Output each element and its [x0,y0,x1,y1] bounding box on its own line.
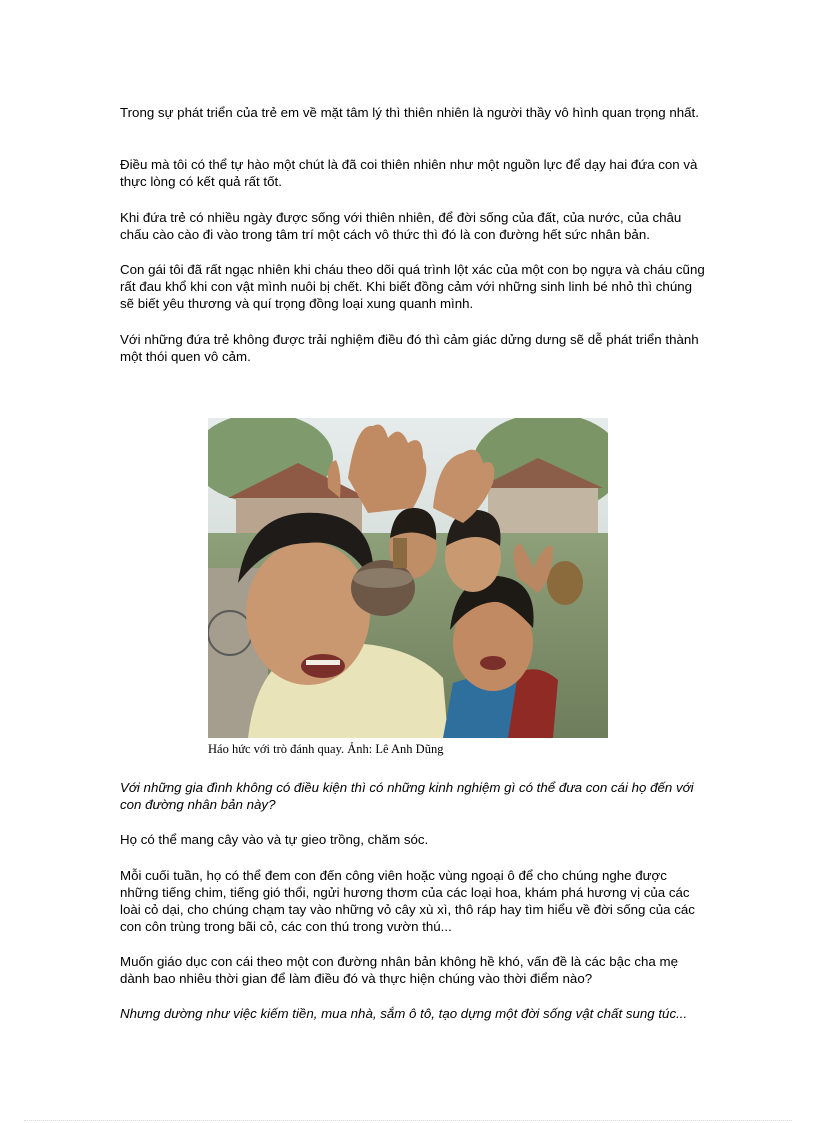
paragraph-3: Khi đứa trẻ có nhiều ngày được sống với thiên nhiên, để đời sống của đất, của nước, của châu chấu cào cào đi vào trong tâm trí một cách vô thức thì đó là con đường hết sức nhân bản. [120,210,682,242]
page-bottom-rule [24,1120,792,1121]
paragraph-question: Với những gia đình không có điều kiện thì có những kinh nghiệm gì có thể đưa con cái họ đến với con đường nhân bản này? [120,780,694,812]
paragraph-2: Điều mà tôi có thể tự hào một chút là đã coi thiên nhiên như một nguồn lực để dạy hai đứa con và thực lòng có kết quả rất tốt. [120,157,698,189]
paragraph-7: Mỗi cuối tuần, họ có thể đem con đến công viên hoặc vùng ngoại ô để cho chúng nghe được những tiếng chim, tiếng gió thổi, ngửi hương thơm của các loại hoa, khám phá hương vị của các loài cỏ dại, cho chúng chạm tay vào những vỏ cây xù xì, thô ráp hay tìm hiểu về đời sống của các con côn trùng trong bãi cỏ, các con thú trong vườn thú... [120,868,695,934]
photo-caption: Háo hức với trò đánh quay. Ảnh: Lê Anh Dũng [208,742,444,756]
paragraph-6: Họ có thể mang cây vào và tự gieo trồng, chăm sóc. [120,832,429,847]
children-photo [208,418,608,738]
paragraph-8: Muốn giáo dục con cái theo một con đường nhân bản không hề khó, vấn đề là các bậc cha mẹ dành bao nhiêu thời gian để làm điều đó và thực hiện chúng vào thời điểm nào? [120,954,678,986]
paragraph-9: Nhưng dường như việc kiếm tiền, mua nhà, sắm ô tô, tạo dựng một đời sống vật chất sung túc... [120,1006,688,1021]
paragraph-1: Trong sự phát triển của trẻ em về mặt tâm lý thì thiên nhiên là người thầy vô hình quan trọng nhất. [120,105,699,120]
paragraph-4: Con gái tôi đã rất ngạc nhiên khi cháu theo dõi quá trình lột xác của một con bọ ngựa và cháu cũng rất đau khổ khi con vật mình nuôi bị chết. Khi biết đồng cảm với những sinh linh bé nhỏ thì chúng sẽ biết yêu thương và quí trọng đồng loại xung quanh mình. [120,262,705,311]
paragraph-5: Với những đứa trẻ không được trải nghiệm điều đó thì cảm giác dửng dưng sẽ dễ phát triển thành một thói quen vô cảm. [120,332,699,364]
